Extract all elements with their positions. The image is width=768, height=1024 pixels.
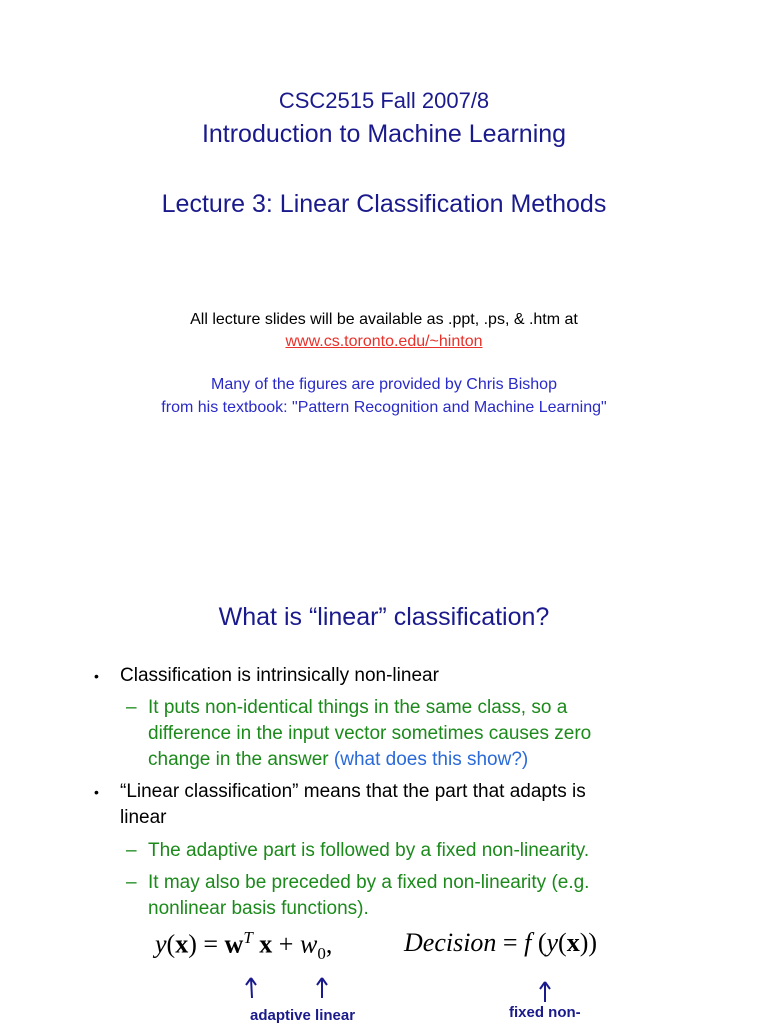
- sub-1-line-1: It puts non-identical things in the same class, so a: [148, 697, 568, 718]
- sub-3-line-2: nonlinear basis functions).: [148, 898, 369, 919]
- bullet-2-line-2: linear: [120, 807, 167, 828]
- lecture-subtitle: Lecture 3: Linear Classification Methods: [161, 190, 607, 218]
- arrow-up-icon: [314, 976, 330, 1000]
- hinton-link[interactable]: www.cs.toronto.edu/~hinton: [285, 333, 483, 350]
- slide-title: What is “linear” classification?: [218, 603, 550, 631]
- sub-3-line-1: It may also be preceded by a fixed non-linearity (e.g.: [148, 872, 590, 893]
- arrow-up-icon: [537, 980, 553, 1004]
- arrow-up-icon: [243, 976, 259, 1000]
- bullet-2-line-1: “Linear classification” means that the part that adapts is: [120, 781, 586, 802]
- url-line: [0, 333, 768, 351]
- decision-equation: Decision = f (y(x)): [404, 928, 598, 957]
- sub-2-text: The adaptive part is followed by a fixed non-linearity.: [148, 840, 590, 861]
- annotation-adaptive-linear: adaptive linear: [250, 1007, 356, 1024]
- sub-1-line-2: difference in the input vector sometimes causes zero: [148, 723, 592, 744]
- sub-dash: –: [126, 872, 137, 893]
- sub-1-note: (what does this show?): [333, 749, 529, 770]
- sub-1-line-3: change in the answer: [148, 749, 329, 770]
- sub-dash: –: [126, 697, 137, 718]
- linear-model-equation: $y(x) = w^T$ $x + w_0$,: [155, 928, 333, 963]
- credit-line-2: from his textbook: "Pattern Recognition and Machine Learning": [161, 399, 607, 416]
- lecture-title: Introduction to Machine Learning: [201, 120, 567, 148]
- course-code: CSC2515 Fall 2007/8: [278, 88, 490, 113]
- bullet-dot: •: [94, 668, 99, 684]
- sub-dash: –: [126, 840, 137, 861]
- bullet-dot: •: [94, 784, 99, 800]
- availability-note: All lecture slides will be available as .ppt, .ps, & .htm at: [190, 311, 578, 328]
- bullet-1-text: Classification is intrinsically non-linear: [120, 665, 439, 686]
- credit-line-1: Many of the figures are provided by Chris Bishop: [211, 376, 557, 393]
- annotation-fixed-nonlinear: fixed non-: [509, 1004, 581, 1021]
